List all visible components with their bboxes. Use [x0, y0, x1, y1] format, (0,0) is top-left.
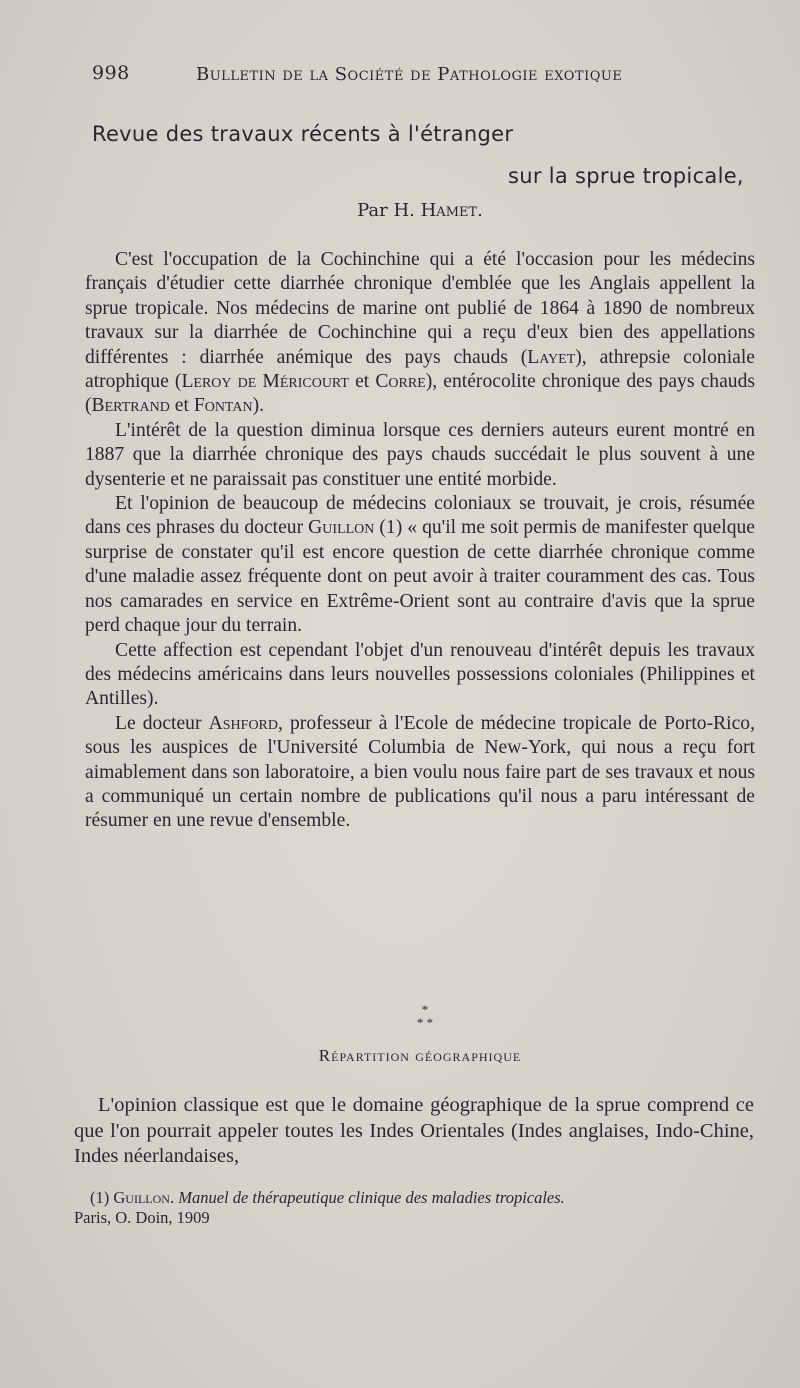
text-run: et [169, 395, 194, 417]
footnote-publisher: Paris, O. Doin, 1909 [74, 1208, 210, 1227]
section-body [74, 1093, 754, 1170]
footnote [74, 1188, 760, 1228]
paragraph-1 [85, 248, 755, 419]
text-run: , professeur à l'Ecole de médecine tropicale de Porto-Rico, sous les auspices de l'Université Columbia de New-York, qui nous a reçu fort aimablement dans son laboratoire, a bien voulu nous faire part de ses travaux et nous a communiqué un certain nombre de publications qu'il nous a paru intéressant de résumer en une revue d'ensemble. [85, 712, 756, 832]
text-run: ), entérocolite chronique des pays chauds ( [85, 371, 756, 417]
text-run: ), athrepsie coloniale atrophique ( [85, 346, 755, 393]
author-ref: Layet [527, 346, 576, 368]
author-ref: Fontan [193, 395, 253, 417]
byline-prefix: Par H. [357, 200, 415, 221]
section-separator [0, 1003, 800, 1029]
section-heading: Répartition géographique [318, 1046, 522, 1065]
footnote-text [74, 1188, 760, 1228]
author-ref: Bertrand [91, 395, 170, 417]
paragraph-3 [85, 492, 755, 638]
article-title-line-2: sur la sprue tropicale, [508, 164, 744, 188]
paragraph-4: Cette affection est cependant l'objet d'un renouveau d'intérêt depuis les travaux des médecins américains dans leurs nouvelles possessions coloniales (Philippines et Antilles). [85, 639, 755, 710]
author-name: Hamet. [420, 200, 483, 221]
running-header [92, 62, 752, 92]
footnote-title: Manuel de thérapeutique clinique des maladies tropicales. [178, 1188, 565, 1207]
paragraph-2: L'intérêt de la question diminua lorsque ces derniers auteurs eurent montré en 1887 que la diarrhée chronique des pays chauds succédait le plus souvent à une dysenterie et ne paraissait pas constituer une entité morbide. [85, 419, 755, 490]
separator-stars-bottom: * * [416, 1015, 434, 1030]
text-run: et [348, 371, 376, 393]
page-number: 998 [92, 62, 130, 84]
author-ref: Leroy de Méricourt [181, 371, 349, 393]
text-run: Et l'opinion de beaucoup de médecins coloniaux se trouvait, je crois, résumée dans ces phrases du docteur [85, 493, 755, 539]
footnote-author: Guillon. [113, 1188, 175, 1207]
footnote-marker: (1) [90, 1188, 110, 1207]
text-run: C'est l'occupation de la Cochinchine qui a été l'occasion pour les médecins français d'étudier cette diarrhée chronique d'emblée que les Anglais appellent la sprue tropicale. Nos médecins de marine ont publié de 1864 à 1890 de nombreux travaux sur la diarrhée de Cochinchine qui a reçu d'eux bien des appellations différentes : diarrhée anémique des pays chauds ( [85, 249, 755, 368]
journal-title: Bulletin de la Société de Pathologie exotique [196, 64, 623, 85]
separator-star-top: * [421, 1002, 429, 1017]
article-title-line-1: Revue des travaux récents à l'étranger [92, 122, 514, 146]
text-run: ). [252, 395, 265, 417]
section-paragraph: L'opinion classique est que le domaine géographique de la sprue comprend ce que l'on pourrait appeler toutes les Indes Orientales (Indes anglaises, Indo-Chine, Indes néerlandaises, [74, 1094, 754, 1167]
article-body [85, 248, 755, 834]
text-run: (1) « qu'il me soit permis de manifester quelque surprise de constater qu'il est encore question de cette diarrhée chronique comme d'une maladie assez fréquente dont on peut avoir à traiter couramment des cas. Tous nos camarades en service en Extrême-Orient sont au contraire d'avis que la sprue perd chaque jour du terrain. [85, 517, 755, 637]
byline [0, 200, 800, 221]
author-ref: Guillon [308, 517, 375, 539]
author-ref: Ashford [208, 712, 279, 734]
text-run: Le docteur [115, 712, 209, 734]
author-ref: Corre [375, 371, 426, 393]
paragraph-5 [85, 712, 755, 834]
